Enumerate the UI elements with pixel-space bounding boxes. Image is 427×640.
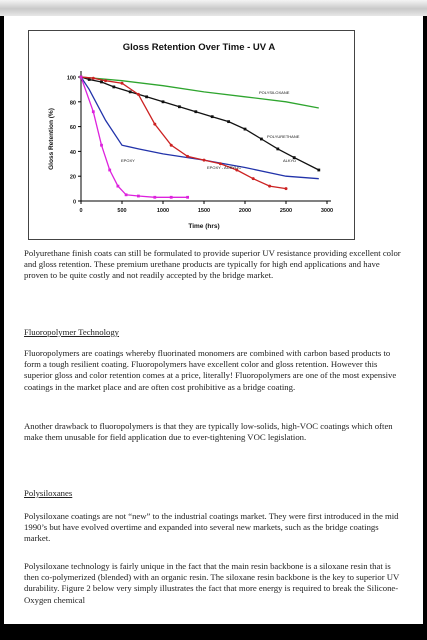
series-point — [260, 138, 263, 141]
series-line — [81, 77, 286, 189]
series-point — [92, 110, 95, 113]
series-label: ALKYD — [283, 158, 297, 163]
series-point — [186, 155, 189, 158]
paragraph-polyurethane: Polyurethane finish coats can still be formulated to provide superior UV resistance providing excellent color and gloss retention. These premium urethane products are typically for high end applications and have proven to be quite costly and not readily accepted by the bridge market. — [24, 248, 401, 281]
series-point — [137, 93, 140, 96]
y-tick-label: 20 — [69, 174, 76, 181]
series-point — [129, 90, 132, 93]
paragraph-fluoropolymer-2: Another drawback to fluoropolymers is that they are typically low-solids, high-VOC coatings which often make them unusable for field application due to ever-tightening VOC legislation. — [24, 421, 393, 443]
series-point — [112, 86, 115, 89]
document-page — [4, 16, 423, 624]
series-point — [162, 100, 165, 103]
series-point — [92, 77, 95, 80]
window-top-bar — [0, 0, 427, 16]
series-point — [108, 169, 111, 172]
heading-polysiloxanes: Polysiloxanes — [24, 488, 73, 498]
y-tick-label: 60 — [69, 125, 76, 132]
chart-svg — [29, 31, 354, 239]
series-point — [276, 148, 279, 151]
y-tick-label: 100 — [66, 75, 76, 82]
y-tick-label: 40 — [69, 149, 76, 156]
gloss-retention-chart — [28, 30, 355, 240]
y-tick-label: 80 — [69, 100, 76, 107]
series-point — [117, 185, 120, 188]
series-point — [317, 169, 320, 172]
series-point — [100, 81, 103, 84]
series-point — [137, 195, 140, 198]
x-tick-label: 0 — [79, 208, 83, 214]
x-tick-label: 2000 — [238, 208, 252, 214]
series-point — [153, 123, 156, 126]
series-label: EPOXY - ACRYLIC — [207, 165, 242, 170]
series-point — [244, 128, 247, 131]
series-point — [268, 185, 271, 188]
series-point — [100, 144, 103, 147]
y-axis-label: Gloss Retention (%) — [48, 108, 55, 170]
series-point — [178, 105, 181, 108]
series-point — [285, 187, 288, 190]
series-label: POLYSILOXANE — [259, 90, 290, 95]
heading-fluoropolymer: Fluoropolymer Technology — [24, 327, 120, 337]
series-point — [145, 95, 148, 98]
paragraph-fluoropolymer-1: Fluoropolymers are coatings whereby fluorinated monomers are combined with carbon based products to form a tough resilient coating. Fluoropolymers have excellent color and gloss retention. However this superior gloss and color retention comes at a price, literally! Fluoropolymers are one of the most expensive coatings in the market place and are often cost prohibitive as a bridge coating. — [24, 348, 397, 392]
series-point — [121, 82, 124, 85]
series-point — [80, 76, 83, 79]
series-point — [170, 196, 173, 199]
x-tick-label: 2500 — [279, 208, 293, 214]
chart-title: Gloss Retention Over Time - UV A — [122, 42, 276, 53]
series-point — [203, 159, 206, 162]
series-point — [186, 196, 189, 199]
y-tick-label: 0 — [72, 199, 76, 206]
x-tick-label: 1500 — [197, 208, 211, 214]
x-tick-label: 1000 — [156, 208, 170, 214]
series-label: POLYURETHANE — [267, 134, 300, 139]
x-tick-label: 500 — [117, 208, 127, 214]
series-point — [125, 193, 128, 196]
series-point — [194, 110, 197, 113]
series-point — [227, 120, 230, 123]
series-point — [211, 115, 214, 118]
series-point — [252, 177, 255, 180]
series-line — [81, 77, 188, 197]
paragraph-polysiloxane-1: Polysiloxane coatings are not “new” to the industrial coatings market. They were first introduced in the mid 1990’s but have evolved overtime and expanded into several new markets, such as the bridge coatings market. — [24, 511, 399, 544]
series-point — [170, 144, 173, 147]
series-label: EPOXY — [121, 158, 135, 163]
series-point — [153, 196, 156, 199]
x-tick-label: 3000 — [320, 208, 334, 214]
series-point — [104, 79, 107, 82]
x-axis-label: Time (hrs) — [188, 223, 220, 230]
paragraph-polysiloxane-2: Polysiloxane technology is fairly unique in the fact that the main resin backbone is a siloxane resin that is then co-polymerized (blended) with an organic resin. The siloxane resin backbone is the key to superior UV durability. Figure 2 below very simply illustrates the fact that more energy is required to break the Silicone-Oxygen chemical — [24, 561, 400, 605]
